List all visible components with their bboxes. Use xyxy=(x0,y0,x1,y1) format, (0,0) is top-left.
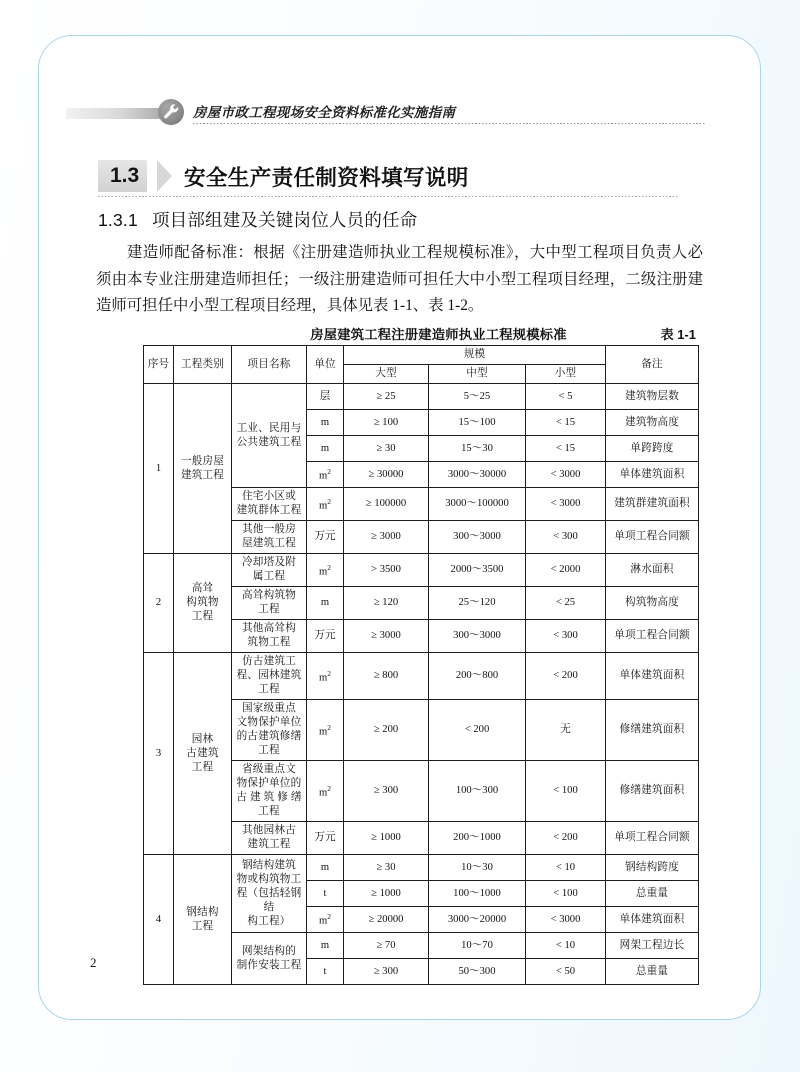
cell-remark: 建筑群建筑面积 xyxy=(606,488,699,521)
cell-remark: 总重量 xyxy=(606,959,699,985)
subsection-number: 1.3.1 xyxy=(98,210,138,230)
page-number: 2 xyxy=(90,955,97,970)
cell-small: < 2000 xyxy=(526,554,606,587)
cell-remark: 淋水面积 xyxy=(606,554,699,587)
wrench-circle-icon xyxy=(158,99,184,125)
cell-unit: m xyxy=(307,436,344,462)
cell-large: ≥ 200 xyxy=(344,700,429,761)
cell-project-name: 网架结构的 制作安装工程 xyxy=(232,933,307,985)
cell-unit: 万元 xyxy=(307,521,344,554)
cell-medium: 3000～100000 xyxy=(429,488,526,521)
cell-unit: 层 xyxy=(307,384,344,410)
cell-small: < 300 xyxy=(526,620,606,653)
section-title: 安全生产责任制资料填写说明 xyxy=(184,165,469,190)
cell-medium: 2000～3500 xyxy=(429,554,526,587)
cell-small: < 25 xyxy=(526,587,606,620)
cell-large: ≥ 1000 xyxy=(344,822,429,855)
cell-unit: m xyxy=(307,410,344,436)
cell-small: < 50 xyxy=(526,959,606,985)
cell-remark: 构筑物高度 xyxy=(606,587,699,620)
cell-project-name: 冷却塔及附 属工程 xyxy=(232,554,307,587)
cell-medium: < 200 xyxy=(429,700,526,761)
section-divider xyxy=(98,196,678,197)
cell-unit: m xyxy=(307,587,344,620)
table-body xyxy=(144,384,699,985)
cell-small: < 200 xyxy=(526,822,606,855)
th-remark: 备注 xyxy=(606,346,699,384)
cell-category: 园林 古建筑 工程 xyxy=(174,653,232,855)
cell-unit: $m^2$ xyxy=(307,761,344,822)
th-project-name: 项目名称 xyxy=(232,346,307,384)
cell-seq: 1 xyxy=(144,384,174,554)
cell-small: < 5 xyxy=(526,384,606,410)
table-number: 表 1-1 xyxy=(660,327,696,342)
cell-medium: 15～30 xyxy=(429,436,526,462)
cell-remark: 单项工程合同额 xyxy=(606,521,699,554)
cell-medium: 3000～30000 xyxy=(429,462,526,488)
cell-small: < 3000 xyxy=(526,488,606,521)
cell-remark: 修缮建筑面积 xyxy=(606,761,699,822)
cell-medium: 5～25 xyxy=(429,384,526,410)
cell-unit: $m^2$ xyxy=(307,462,344,488)
cell-small: < 15 xyxy=(526,436,606,462)
cell-small: < 10 xyxy=(526,855,606,881)
cell-remark: 单体建筑面积 xyxy=(606,462,699,488)
cell-unit: $m^2$ xyxy=(307,653,344,700)
cell-medium: 200～800 xyxy=(429,653,526,700)
cell-unit: $m^2$ xyxy=(307,554,344,587)
subsection-heading xyxy=(98,207,417,232)
cell-project-name: 仿古建筑工 程、园林建筑 工程 xyxy=(232,653,307,700)
cell-remark: 单项工程合同额 xyxy=(606,822,699,855)
cell-small: < 15 xyxy=(526,410,606,436)
cell-remark: 单跨跨度 xyxy=(606,436,699,462)
th-scale: 规模 xyxy=(344,346,606,365)
cell-project-name: 其他园林古 建筑工程 xyxy=(232,822,307,855)
cell-seq: 4 xyxy=(144,855,174,985)
cell-small: < 3000 xyxy=(526,462,606,488)
cell-category: 钢结构 工程 xyxy=(174,855,232,985)
cell-project-name: 高耸构筑物 工程 xyxy=(232,587,307,620)
cell-small: < 3000 xyxy=(526,907,606,933)
cell-project-name: 其他一般房 屋建筑工程 xyxy=(232,521,307,554)
cell-large: ≥ 300 xyxy=(344,959,429,985)
cell-medium: 15～100 xyxy=(429,410,526,436)
cell-medium: 25～120 xyxy=(429,587,526,620)
section-badge-arrow-icon xyxy=(157,160,172,192)
cell-project-name: 住宅小区或 建筑群体工程 xyxy=(232,488,307,521)
table-header-row-1 xyxy=(144,346,699,365)
engineering-scale-table xyxy=(143,345,699,985)
cell-large: ≥ 30000 xyxy=(344,462,429,488)
cell-large: ≥ 3000 xyxy=(344,521,429,554)
cell-remark: 建筑物层数 xyxy=(606,384,699,410)
cell-remark: 总重量 xyxy=(606,881,699,907)
cell-medium: 100～1000 xyxy=(429,881,526,907)
cell-unit: $m^2$ xyxy=(307,700,344,761)
th-category: 工程类别 xyxy=(174,346,232,384)
cell-remark: 单项工程合同额 xyxy=(606,620,699,653)
cell-large: ≥ 120 xyxy=(344,587,429,620)
cell-medium: 200～1000 xyxy=(429,822,526,855)
cell-remark: 修缮建筑面积 xyxy=(606,700,699,761)
table-row xyxy=(144,554,699,587)
cell-small: < 200 xyxy=(526,653,606,700)
cell-project-name: 工业、民用与 公共建筑工程 xyxy=(232,384,307,488)
cell-medium: 3000～20000 xyxy=(429,907,526,933)
cell-category: 一般房屋 建筑工程 xyxy=(174,384,232,554)
book-title: 房屋市政工程现场安全资料标准化实施指南 xyxy=(193,105,456,120)
cell-large: ≥ 100000 xyxy=(344,488,429,521)
cell-large: ≥ 20000 xyxy=(344,907,429,933)
cell-small: < 10 xyxy=(526,933,606,959)
cell-seq: 3 xyxy=(144,653,174,855)
cell-remark: 钢结构跨度 xyxy=(606,855,699,881)
cell-unit: t xyxy=(307,959,344,985)
table-row xyxy=(144,384,699,410)
cell-seq: 2 xyxy=(144,554,174,653)
cell-unit: 万元 xyxy=(307,822,344,855)
th-small: 小型 xyxy=(526,365,606,384)
cell-project-name: 国家级重点 文物保护单位 的古建筑修缮 工程 xyxy=(232,700,307,761)
cell-large: ≥ 800 xyxy=(344,653,429,700)
cell-medium: 100～300 xyxy=(429,761,526,822)
cell-small: 无 xyxy=(526,700,606,761)
cell-medium: 10～70 xyxy=(429,933,526,959)
cell-unit: m xyxy=(307,933,344,959)
body-paragraph: 建造师配备标准：根据《注册建造师执业工程规模标准》，大中型工程项目负责人必须由本专业注册建造师担任；一级注册建造师可担任大中小型工程项目经理，二级注册建造师可担任中小型工程项目经理，具体见表 1-1、表 1-2。 xyxy=(96,244,703,315)
page-content xyxy=(38,35,761,1020)
cell-large: ≥ 30 xyxy=(344,855,429,881)
cell-large: > 3500 xyxy=(344,554,429,587)
cell-unit: t xyxy=(307,881,344,907)
cell-unit: $m^2$ xyxy=(307,907,344,933)
cell-unit: $m^2$ xyxy=(307,488,344,521)
header-gradient-bar xyxy=(66,108,166,119)
th-seq: 序号 xyxy=(144,346,174,384)
spec-table-wrapper xyxy=(143,345,690,985)
table-caption-title: 房屋建筑工程注册建造师执业工程规模标准 xyxy=(310,327,567,342)
cell-large: ≥ 25 xyxy=(344,384,429,410)
th-large: 大型 xyxy=(344,365,429,384)
cell-small: < 100 xyxy=(526,761,606,822)
table-row xyxy=(144,855,699,881)
subsection-title: 项目部组建及关键岗位人员的任命 xyxy=(151,210,418,230)
cell-category: 高耸 构筑物 工程 xyxy=(174,554,232,653)
header-divider xyxy=(193,123,706,124)
cell-large: ≥ 1000 xyxy=(344,881,429,907)
cell-project-name: 其他高耸构 筑物工程 xyxy=(232,620,307,653)
cell-medium: 300～3000 xyxy=(429,620,526,653)
cell-remark: 网架工程边长 xyxy=(606,933,699,959)
section-heading xyxy=(98,160,678,200)
cell-medium: 10～30 xyxy=(429,855,526,881)
section-number-badge: 1.3 xyxy=(98,160,147,192)
table-head xyxy=(144,346,699,384)
cell-remark: 建筑物高度 xyxy=(606,410,699,436)
th-unit: 单位 xyxy=(307,346,344,384)
cell-project-name: 钢结构建筑 物或构筑物工 程（包括轻钢结 构工程） xyxy=(232,855,307,933)
cell-unit: m xyxy=(307,855,344,881)
cell-large: ≥ 3000 xyxy=(344,620,429,653)
cell-small: < 100 xyxy=(526,881,606,907)
cell-large: ≥ 300 xyxy=(344,761,429,822)
cell-unit: 万元 xyxy=(307,620,344,653)
cell-project-name: 省级重点文 物保护单位的 古 建 筑 修 缮 工程 xyxy=(232,761,307,822)
cell-large: ≥ 30 xyxy=(344,436,429,462)
cell-medium: 50～300 xyxy=(429,959,526,985)
cell-large: ≥ 100 xyxy=(344,410,429,436)
th-medium: 中型 xyxy=(429,365,526,384)
table-caption xyxy=(181,324,696,344)
cell-large: ≥ 70 xyxy=(344,933,429,959)
cell-small: < 300 xyxy=(526,521,606,554)
cell-remark: 单体建筑面积 xyxy=(606,653,699,700)
running-header xyxy=(66,98,706,132)
cell-medium: 300～3000 xyxy=(429,521,526,554)
cell-remark: 单体建筑面积 xyxy=(606,907,699,933)
table-row xyxy=(144,653,699,700)
